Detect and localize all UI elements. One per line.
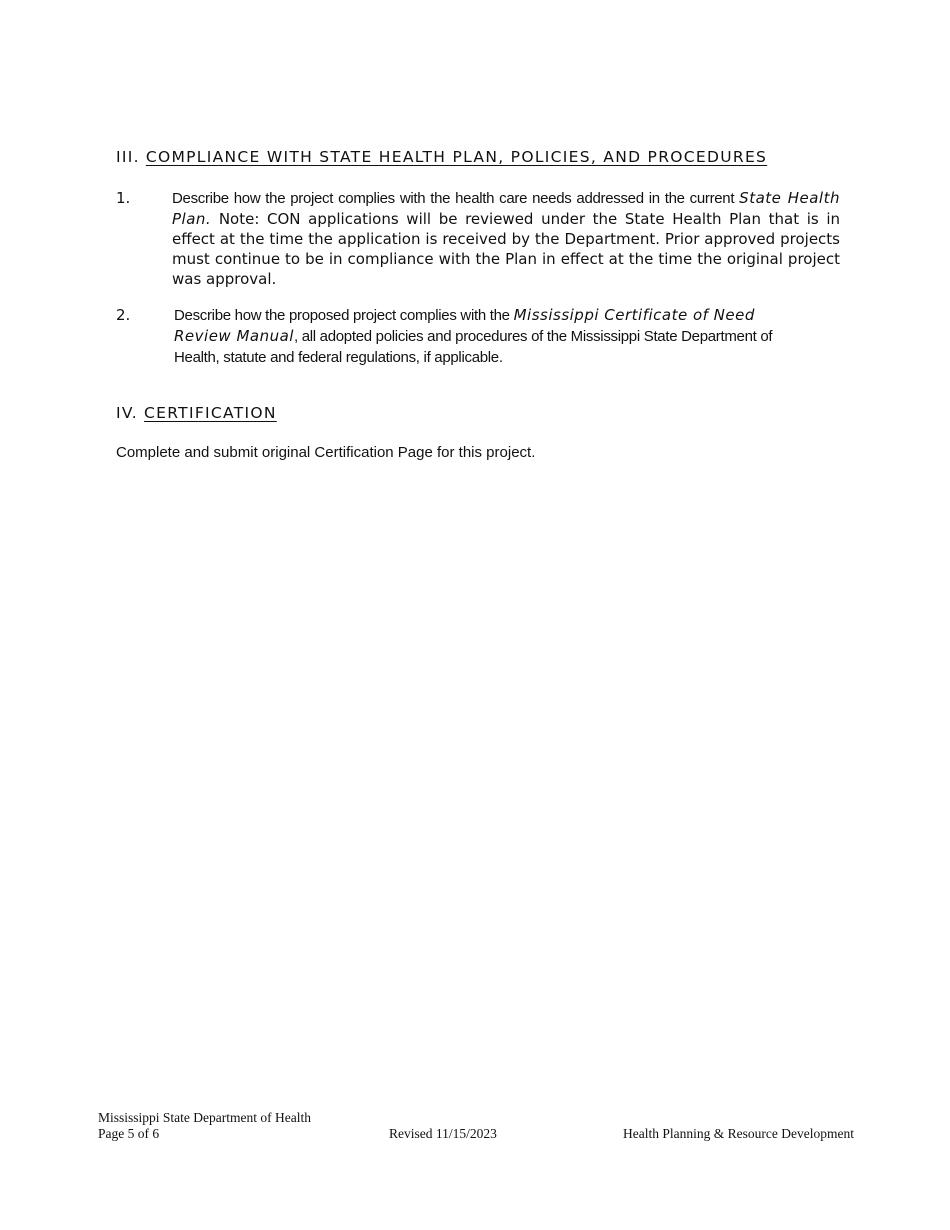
section-number: IV. bbox=[116, 404, 139, 422]
list-item-1 bbox=[116, 188, 840, 288]
section-title: CERTIFICATION bbox=[144, 404, 277, 422]
section-number: III. bbox=[116, 148, 140, 166]
footer-division: Health Planning & Resource Development bbox=[623, 1126, 854, 1141]
footer-org: Mississippi State Department of Health bbox=[98, 1110, 311, 1125]
item-number: 1. bbox=[116, 189, 131, 207]
certification-instruction: Complete and submit original Certification Page for this project. bbox=[116, 444, 536, 461]
item-text: Describe how the project complies with the health care needs addressed in the current State Health Plan. Note: CON applications will be reviewed under the State Health Plan that is in effect at the time the application is received by the Department. Prior approved projects must continue to be in compliance with the Plan in effect at the time the original project was approval. bbox=[172, 189, 840, 288]
footer-revised-date: Revised 11/15/2023 bbox=[389, 1126, 497, 1141]
section-heading-iii bbox=[116, 148, 767, 166]
item-text: Describe how the proposed project complies with the Mississippi Certificate of Need Review Manual, all adopted policies and procedures of the Mississippi State Department of Health, statute and federal regulations, if applicable. bbox=[174, 306, 773, 366]
section-title: COMPLIANCE WITH STATE HEALTH PLAN, POLICIES, AND PROCEDURES bbox=[145, 148, 768, 166]
list-item-2 bbox=[116, 305, 840, 367]
item-number: 2. bbox=[116, 306, 131, 324]
section-heading-iv bbox=[116, 404, 277, 422]
footer-page-number: Page 5 of 6 bbox=[98, 1126, 160, 1141]
